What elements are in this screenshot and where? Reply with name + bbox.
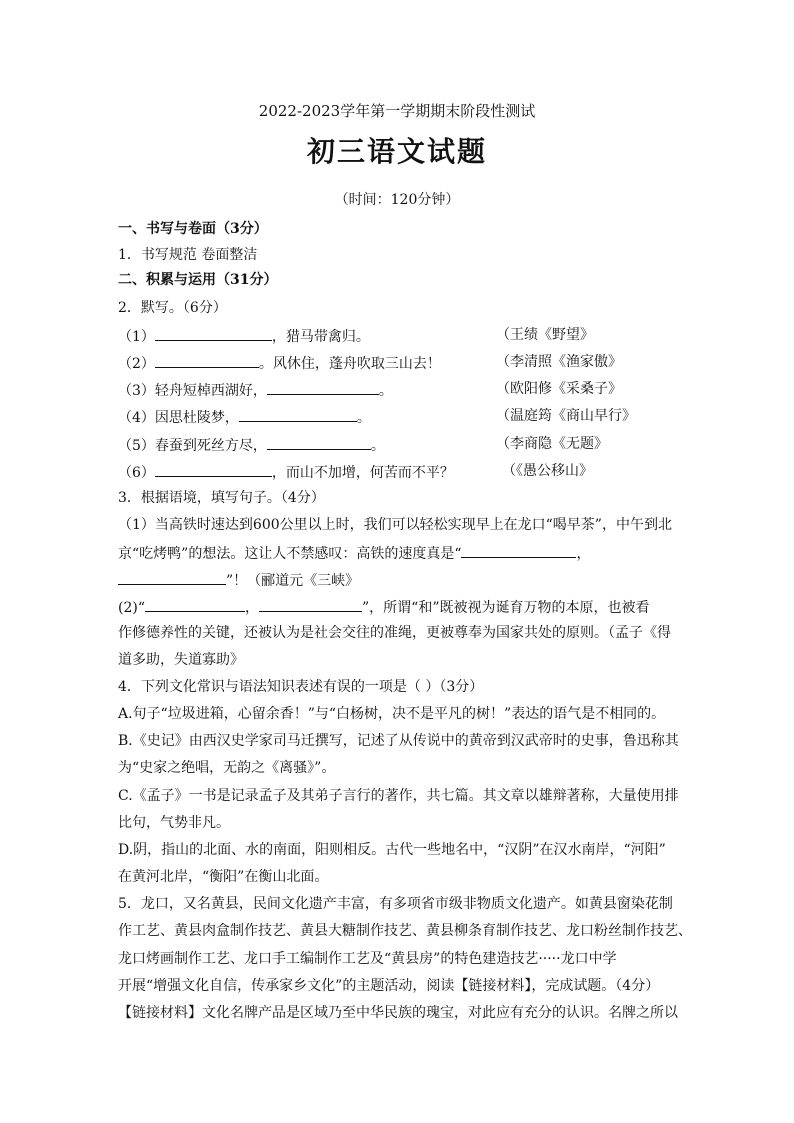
answer-blank[interactable]: [118, 569, 226, 585]
q2-source-2: （李清照《渔家傲》: [496, 354, 622, 370]
answer-blank[interactable]: [267, 434, 371, 450]
q3-part2-line2: 作修德养性的关键，还被认为是社会交往的准绳，更被尊奉为国家共处的原则。（孟子《得: [118, 625, 671, 641]
answer-blank[interactable]: [155, 325, 272, 341]
section-2-heading: 二、积累与运用（31分）: [118, 272, 278, 288]
item-post: ，而山不加增，何苦而不平？: [271, 465, 454, 481]
item-number: （2）: [118, 356, 155, 372]
question-2-heading: 2．默写。（6分）: [118, 300, 227, 316]
answer-blank[interactable]: [155, 352, 259, 368]
section-1-heading: 一、书写与卷面（3分）: [118, 221, 268, 237]
q2-source-5: （李商隐《无题》: [496, 436, 608, 452]
item-post: 。: [356, 410, 371, 426]
q2-item-4: [118, 406, 371, 428]
item-post: 。: [370, 438, 385, 454]
item-number: （5）: [118, 438, 155, 454]
item-post: 。风休住，蓬舟吹取三山去！: [258, 356, 441, 372]
answer-blank[interactable]: [461, 542, 576, 558]
q5-line-5: 【链接材料】文化名牌产品是区域乃至中华民族的瑰宝，对此应有充分的认识。名牌之所以: [118, 1005, 678, 1021]
question-1: 1．书写规范 卷面整洁: [118, 247, 258, 263]
q2-item-1: [118, 325, 370, 347]
item-pre: 春蚕到死丝方尽，: [154, 438, 267, 454]
q2-item-6: [118, 461, 454, 483]
item-pre: 轻舟短棹西湖好，: [154, 383, 267, 399]
q3-part2-line3: 道多助，失道寡助》: [118, 652, 244, 668]
q4-option-b-line2: 为“史家之绝唱，无韵之《离骚》”。: [118, 760, 336, 776]
item-number: （1）: [118, 329, 155, 345]
q4-option-d-line1: D.阴，指山的北面、水的南面，阳则相反。古代一些地名中，“汉阴”在汉水南岸，“河阳”: [118, 842, 666, 858]
q5-line-3: 龙口烤画制作工艺、龙口手工编制作工艺及“黄县房”的特色建造技艺·····龙口中学: [118, 951, 617, 967]
answer-blank[interactable]: [259, 596, 362, 612]
text-segment: 京“吃烤鸭”的想法。这让人不禁感叹：高铁的速度真是“: [118, 546, 462, 562]
page-title: 初三语文试题: [306, 135, 487, 168]
q2-item-5: [118, 434, 385, 456]
q4-option-d-line2: 在黄河北岸，“衡阳”在衡山北面。: [118, 869, 329, 885]
item-number: （6）: [118, 465, 155, 481]
exam-line: 2022-2023学年第一学期期末阶段性测试: [258, 102, 536, 120]
q4-option-c-line1: C.《孟子》一书是记录孟子及其弟子言行的著作，共七篇。其文章以雄辩著称，大量使用排: [118, 788, 679, 804]
item-post: 。: [378, 383, 393, 399]
exam-time: （时间：120分钟）: [334, 192, 460, 208]
q3-part1-line3: [118, 569, 359, 591]
answer-blank[interactable]: [155, 461, 272, 477]
text-segment: ”，所谓“和”既被视为诞育万物的本原，也被看: [362, 600, 650, 616]
text-segment: ”！（郦道元《三峡》: [226, 573, 360, 589]
text-segment: ，: [576, 546, 591, 562]
text-segment: (2)“: [118, 600, 145, 616]
q5-line-4: 开展“增强文化自信，传承家乡文化”的主题活动，阅读【链接材料】，完成试题。（4分）: [118, 978, 660, 994]
q2-item-2: [118, 352, 441, 374]
item-number: （4）: [118, 410, 155, 426]
item-pre: 因思杜陵梦，: [154, 410, 239, 426]
q5-line-1: 5．龙口，又名黄县，民间文化遗产丰富，有多项省市级非物质文化遗产。如黄县窗染花制: [118, 896, 673, 912]
item-number: （3）: [118, 383, 155, 399]
q2-source-6: （《愚公移山》: [502, 463, 593, 479]
q3-part1-line2: [118, 542, 590, 564]
q4-option-c-line2: 比句，气势非凡。: [118, 815, 230, 831]
q4-option-b-line1: B.《史记》由西汉史学家司马迁撰写，记述了从传说中的黄帝到汉武帝时的史事，鲁迅称其: [118, 733, 679, 749]
q2-item-3: [118, 379, 393, 401]
q2-source-4: （温庭筠《商山早行》: [496, 408, 636, 424]
answer-blank[interactable]: [239, 406, 357, 422]
q2-source-3: （欧阳修《采桑子》: [496, 381, 622, 397]
answer-blank[interactable]: [145, 596, 245, 612]
question-3-heading: 3．根据语境，填写句子。（4分）: [118, 490, 325, 506]
q4-option-a: A.句子“垃圾进箱，心留余香！”与“白杨树，决不是平凡的树！”表达的语气是不相同的。: [118, 706, 666, 722]
item-post: ，猎马带禽归。: [271, 329, 370, 345]
answer-blank[interactable]: [267, 379, 379, 395]
text-segment: ，: [245, 600, 259, 616]
q2-source-1: （王绩《野望》: [496, 327, 594, 343]
q3-part2-line1: [118, 596, 649, 618]
q5-line-2: 作工艺、黄县肉盒制作技艺、黄县大糖制作技艺、黄县柳条育制作技艺、龙口粉丝制作技艺、: [118, 923, 692, 939]
q3-part1-line1: （1）当高铁时速达到600公里以上时，我们可以轻松实现早上在龙口“喝早茶”，中午到北: [118, 517, 672, 533]
question-4-heading: 4．下列文化常识与语法知识表述有误的一项是（ ）（3分）: [118, 679, 484, 695]
